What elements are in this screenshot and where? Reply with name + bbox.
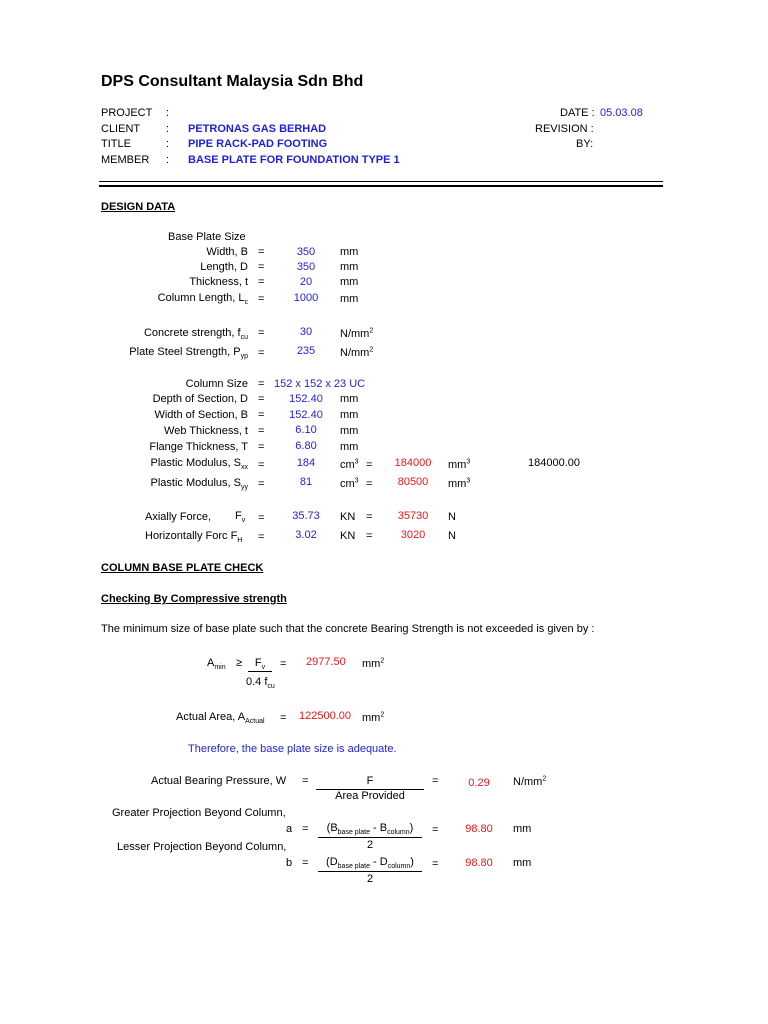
actual-area-value: 122500.00 bbox=[299, 710, 351, 722]
equals: = bbox=[432, 775, 439, 787]
thickness-label: Thickness, t bbox=[189, 276, 248, 288]
unit: $cm^3$ bbox=[340, 477, 359, 490]
project-label: PROJECT bbox=[101, 107, 153, 119]
plastic-modulus-syy-value: 81 bbox=[299, 476, 313, 488]
unit: mm bbox=[340, 409, 359, 421]
equals: = bbox=[258, 459, 265, 471]
equals: = bbox=[258, 327, 265, 339]
colon: : bbox=[166, 154, 170, 166]
by-label: BY: bbox=[576, 138, 594, 150]
unit: mm bbox=[340, 293, 359, 305]
concrete-strength-value: 30 bbox=[299, 326, 313, 338]
concrete-strength-label: Concrete strength, $f_{cu}$ bbox=[143, 327, 248, 342]
width-label: Width, B bbox=[206, 246, 248, 258]
axial-force-label: Axially Force, bbox=[145, 511, 212, 523]
equals: = bbox=[302, 775, 309, 787]
amin-denominator: 0.4 $f_{cu}$ bbox=[246, 676, 275, 691]
equals: = bbox=[258, 378, 265, 390]
unit: mm bbox=[340, 393, 359, 405]
plate-steel-strength-label: Plate Steel Strength, $P_{yp}$ bbox=[129, 346, 248, 361]
unit: mm bbox=[513, 857, 532, 869]
title-value: PIPE RACK-PAD FOOTING bbox=[188, 138, 328, 150]
unit: $mm^2$ bbox=[362, 657, 385, 670]
compressive-strength-heading: Checking By Compressive strength bbox=[101, 593, 287, 605]
a-numerator: $(B_{base plate} - B_{column})$ bbox=[326, 822, 414, 837]
column-size-label: Column Size bbox=[185, 378, 248, 390]
lesser-projection-label: Lesser Projection Beyond Column, bbox=[117, 841, 287, 853]
equals: = bbox=[258, 531, 265, 543]
intro-text: The minimum size of base plate such that the concrete Bearing Strength is not exceeded is given by : bbox=[101, 623, 595, 635]
flange-thickness-value: 6.80 bbox=[295, 440, 317, 452]
client-label: CLIENT bbox=[101, 123, 141, 135]
design-data-heading: DESIGN DATA bbox=[101, 201, 176, 213]
length-label: Length, D bbox=[200, 261, 248, 273]
equals: = bbox=[366, 530, 373, 542]
bearing-pressure-label: Actual Bearing Pressure, W bbox=[151, 775, 287, 787]
equals: = bbox=[258, 393, 265, 405]
header-rule-top bbox=[99, 181, 663, 182]
b-numerator: $(D_{base plate} - D_{column})$ bbox=[326, 856, 414, 871]
b-denominator: 2 bbox=[366, 873, 374, 885]
equals: = bbox=[366, 478, 373, 490]
title-label: TITLE bbox=[101, 138, 131, 150]
equals: = bbox=[258, 478, 265, 490]
section-width-value: 152.40 bbox=[289, 409, 323, 421]
flange-thickness-label: Flange Thickness, T bbox=[149, 441, 248, 453]
bearing-pressure-value: 0.29 bbox=[468, 777, 490, 789]
bearing-pressure-denominator: Area Provided bbox=[335, 790, 405, 802]
equals: = bbox=[432, 858, 439, 870]
actual-area-label: Actual Area, $A_{Actual}$ bbox=[176, 711, 265, 726]
plate-steel-strength-value: 235 bbox=[296, 345, 316, 357]
axial-force-value: 35.73 bbox=[292, 510, 320, 522]
equals: = bbox=[366, 459, 373, 471]
member-value: BASE PLATE FOR FOUNDATION TYPE 1 bbox=[188, 154, 400, 166]
axial-force-symbol: $F_v$ bbox=[235, 510, 246, 525]
date-label: DATE : bbox=[560, 107, 595, 119]
equals: = bbox=[280, 712, 287, 724]
equals: = bbox=[302, 857, 309, 869]
colon: : bbox=[166, 138, 170, 150]
amin-symbol: $A_{min}$ bbox=[207, 657, 226, 672]
unit: $N/mm^2$ bbox=[340, 346, 374, 359]
equals: = bbox=[258, 409, 265, 421]
equals: = bbox=[258, 441, 265, 453]
base-plate-check-heading: COLUMN BASE PLATE CHECK bbox=[101, 562, 264, 574]
unit: N bbox=[448, 530, 456, 542]
member-label: MEMBER bbox=[101, 154, 150, 166]
unit: KN bbox=[340, 530, 356, 542]
column-length-label: Column Length, $L_c$ bbox=[157, 292, 248, 307]
equals: = bbox=[258, 261, 265, 273]
axial-force-n-value: 35730 bbox=[397, 510, 429, 522]
equals: = bbox=[258, 425, 265, 437]
amin-value: 2977.50 bbox=[306, 656, 346, 668]
depth-label: Depth of Section, D bbox=[152, 393, 248, 405]
equals: = bbox=[258, 276, 265, 288]
b-value: 98.80 bbox=[465, 857, 493, 869]
a-value: 98.80 bbox=[465, 823, 493, 835]
equals: = bbox=[258, 293, 265, 305]
amin-numerator: $F_v$ bbox=[254, 657, 266, 672]
header-rule-bottom bbox=[99, 185, 663, 187]
unit: mm bbox=[340, 276, 359, 288]
bearing-pressure-numerator: F bbox=[366, 775, 374, 787]
greater-equal-sign: ≥ bbox=[236, 657, 243, 669]
unit: mm bbox=[340, 441, 359, 453]
a-symbol: a bbox=[286, 823, 293, 835]
unit: mm bbox=[340, 261, 359, 273]
horizontal-force-n-value: 3020 bbox=[400, 529, 426, 541]
column-size-value: 152 x 152 x 23 UC bbox=[274, 378, 366, 390]
equals: = bbox=[258, 512, 265, 524]
greater-projection-label: Greater Projection Beyond Column, bbox=[112, 807, 286, 819]
equals: = bbox=[366, 511, 373, 523]
unit: mm bbox=[513, 823, 532, 835]
unit: mm bbox=[340, 246, 359, 258]
column-length-value: 1000 bbox=[293, 292, 319, 304]
unit: $mm^2$ bbox=[362, 711, 385, 724]
unit: N bbox=[448, 511, 456, 523]
revision-label: REVISION : bbox=[535, 123, 594, 135]
equals: = bbox=[302, 823, 309, 835]
equals: = bbox=[280, 658, 287, 670]
web-thickness-value: 6.10 bbox=[295, 424, 317, 436]
plastic-modulus-sxx-label: Plastic Modulus, $S_{xx}$ bbox=[150, 457, 248, 472]
a-denominator: 2 bbox=[366, 839, 374, 851]
unit: KN bbox=[340, 511, 356, 523]
section-width-label: Width of Section, B bbox=[154, 409, 248, 421]
unit: mm bbox=[340, 425, 359, 437]
unit: $cm^3$ bbox=[340, 458, 359, 471]
length-value: 350 bbox=[296, 261, 316, 273]
client-value: PETRONAS GAS BERHAD bbox=[188, 123, 327, 135]
adequacy-statement: Therefore, the base plate size is adequate. bbox=[188, 743, 397, 755]
company-title: DPS Consultant Malaysia Sdn Bhd bbox=[101, 73, 364, 90]
plastic-modulus-syy-label: Plastic Modulus, $S_{yy}$ bbox=[150, 477, 248, 492]
fraction-bar bbox=[248, 671, 272, 672]
depth-value: 152.40 bbox=[289, 393, 323, 405]
colon: : bbox=[166, 123, 170, 135]
colon: : bbox=[166, 107, 170, 119]
equals: = bbox=[258, 347, 265, 359]
unit: $mm^3$ bbox=[448, 477, 471, 490]
unit: $N/mm^2$ bbox=[513, 775, 547, 788]
unit: $mm^3$ bbox=[448, 458, 471, 471]
equals: = bbox=[432, 824, 439, 836]
plastic-modulus-sxx-value: 184 bbox=[296, 457, 316, 469]
thickness-value: 20 bbox=[299, 276, 313, 288]
base-plate-size-label: Base Plate Size bbox=[168, 231, 246, 243]
width-value: 350 bbox=[296, 246, 316, 258]
horizontal-force-value: 3.02 bbox=[295, 529, 317, 541]
horizontal-force-label: Horizontally Forc $F_H$ bbox=[145, 530, 243, 545]
b-symbol: b bbox=[286, 857, 293, 869]
plastic-modulus-syy-mm-value: 80500 bbox=[397, 476, 429, 488]
web-thickness-label: Web Thickness, t bbox=[164, 425, 248, 437]
plastic-modulus-sxx-mm-value: 184000 bbox=[394, 457, 432, 469]
date-value: 05.03.08 bbox=[600, 107, 643, 119]
equals: = bbox=[258, 246, 265, 258]
plastic-modulus-sxx-extra: 184000.00 bbox=[528, 457, 580, 469]
unit: $N/mm^2$ bbox=[340, 327, 374, 340]
